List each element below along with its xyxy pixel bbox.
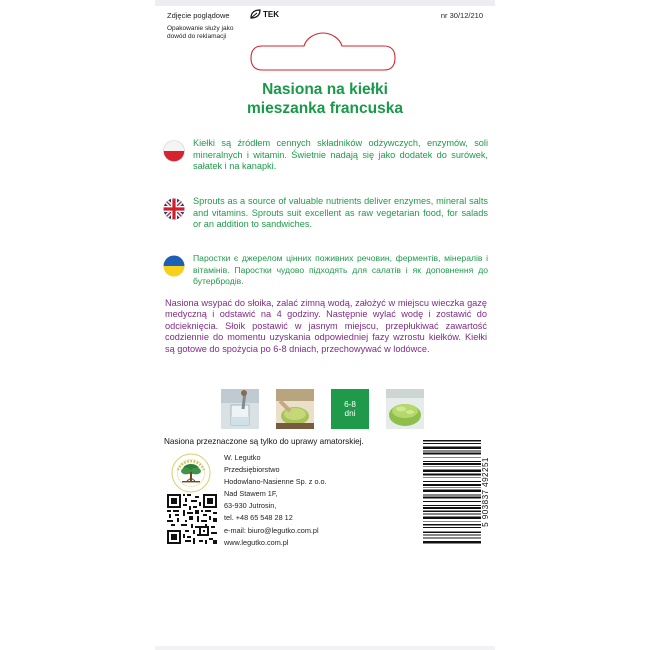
company-website: www.legutko.com.pl <box>224 537 289 547</box>
ukraine-flag-icon <box>163 255 185 277</box>
tek-mark <box>250 9 279 19</box>
bottom-band <box>155 646 495 650</box>
days-count: 6-8 <box>344 400 356 409</box>
step-days <box>331 389 369 429</box>
seed-packet-back <box>155 0 495 650</box>
title-line-2: mieszanka francuska <box>247 100 403 117</box>
days-unit: dni <box>344 409 356 418</box>
top-band <box>155 0 495 6</box>
company-address <box>224 452 327 549</box>
description-ukrainian <box>163 253 488 288</box>
description-text-pl: Kiełki są źródłem cennych składników odżywczych, enzymów, soli mineralnych i witamin. Świetnie nadają się jako dodatek do surówek, sałatek i na kanapki. <box>193 138 488 172</box>
description-text-en: Sprouts as a source of valuable nutrients deliver enzymes, mineral salts and vitamins. Sprouts suit excellent as raw vegetarian food, for salads or an addition to sandwiches. <box>193 196 488 230</box>
complaint-proof-note: Opakowanie służy jako dowód do reklamacji <box>167 25 234 40</box>
ean-barcode <box>421 438 493 546</box>
step-ready-sprouts-image <box>386 389 424 429</box>
hang-hole-outline <box>248 28 398 72</box>
company-name: W. Legutko <box>224 453 261 462</box>
company-city: 63-930 Jutrosin, <box>224 501 277 511</box>
tek-label: TEK <box>263 9 279 19</box>
sprouting-steps <box>221 389 431 431</box>
step-rinse-jar-image <box>221 389 259 429</box>
barcode-number: 5 903837 492251 <box>481 457 490 527</box>
description-english <box>163 196 488 231</box>
poland-flag-icon <box>163 140 185 162</box>
amateur-use-note: Nasiona przeznaczone są tylko do uprawy amatorskiej. <box>164 437 364 446</box>
title-line-1: Nasiona na kiełki <box>262 81 388 98</box>
product-title <box>155 80 495 118</box>
description-polish <box>163 138 488 173</box>
company-line-2: Przedsiębiorstwo <box>224 465 280 475</box>
days-badge <box>331 389 369 429</box>
company-line-3: Hodowlano-Nasienne Sp. z o.o. <box>224 477 327 487</box>
step-sprouting-jar-image <box>276 389 314 429</box>
family-company-logo <box>169 452 213 494</box>
qr-code <box>167 494 217 544</box>
reference-number: nr 30/12/210 <box>440 11 483 20</box>
company-phone: tel. +48 65 548 28 12 <box>224 513 293 523</box>
uk-flag-icon <box>163 198 185 220</box>
description-text-ua: Паростки є джерелом цінних поживних речовин, ферментів, мінералів і вітамінів. Паростки чудово підходять для салатів і як доповнення до бутербродів. <box>193 253 488 287</box>
company-email: e-mail: biuro@legutko.com.pl <box>224 525 319 535</box>
company-street: Nad Stawem 1F, <box>224 489 278 499</box>
preview-label: Zdjęcie poglądowe <box>167 11 230 20</box>
sprouting-instructions: Nasiona wsypać do słoika, zalać zimną wodą, założyć w miejscu wieczka gazę medyczną i odstawić na 4 godziny. Następnie wylać wodę i zostawić do odcieknięcia. Słoik postawić w jasnym miejscu, przepłukiwać zawartość codziennie do momentu uzyskania odpowiedniej fazy wzrostu kiełków. Kiełki są gotowe do spożycia po 6-8 dniach, przechowywać w lodówce. <box>165 298 487 354</box>
leaf-icon <box>250 9 261 19</box>
